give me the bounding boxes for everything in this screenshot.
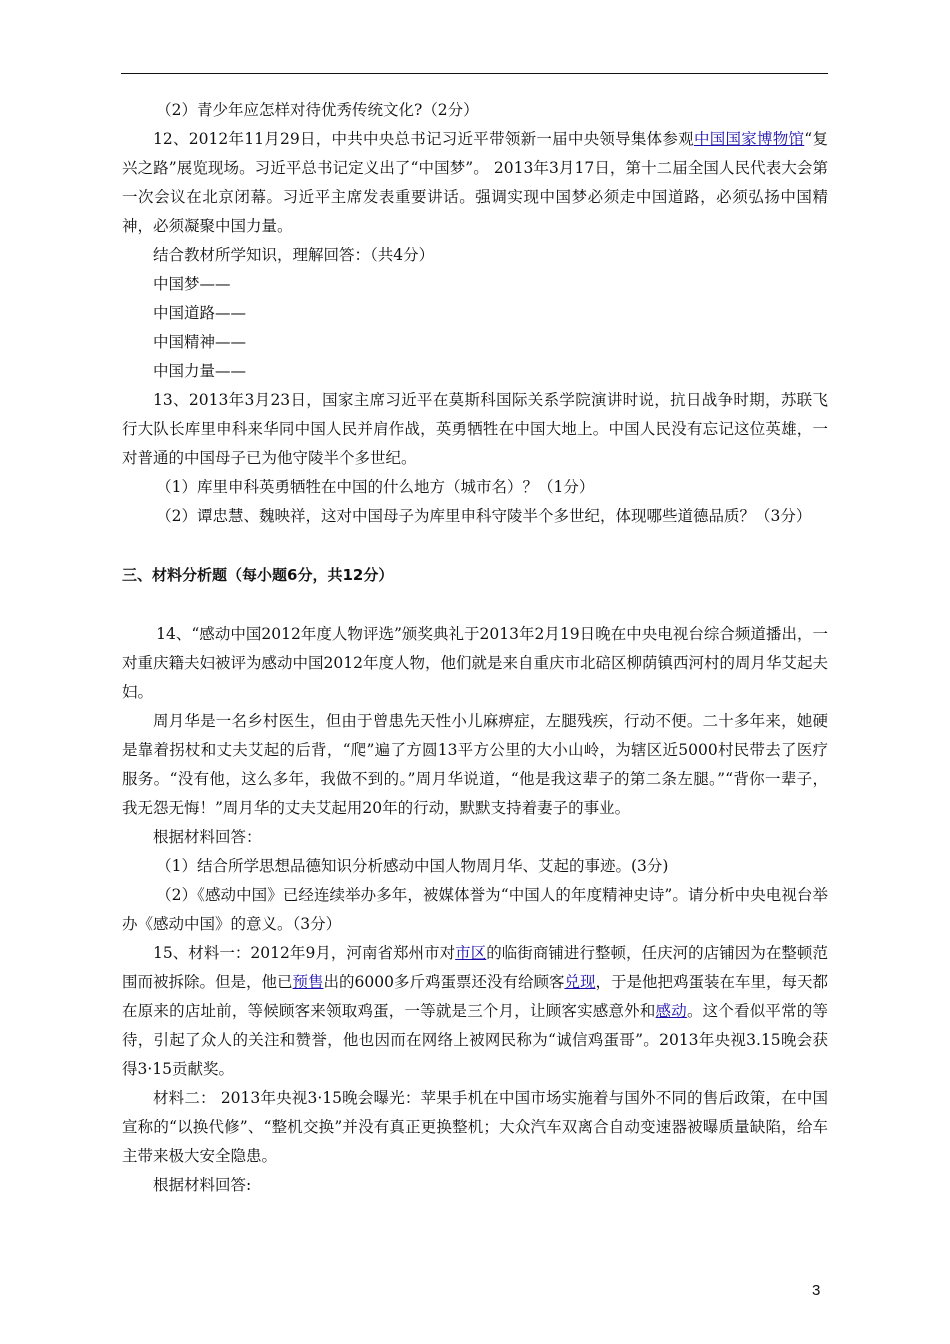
q15-prompt: 根据材料回答: [153, 1176, 252, 1194]
q14-prompt: 根据材料回答： [153, 828, 262, 846]
q12-paragraph: 12、2012年11月29日，中共中央总书记习近平带领新一届中央领导集体参观中国国家博物馆“复兴之路”展览现场。习近平总书记定义出了“中国梦”。 2013年3月17日，第十二届全国人民代表大会第一次会议在北京闭幕。习近平主席发表重要讲话。强调实现中国梦必须走中国道路，必须弘扬中国精神，必须凝聚中国力量。 [122, 130, 828, 235]
q14-paragraph-2: 周月华是一名乡村医生，但由于曾患先天性小儿麻痹症，左腿残疾，行动不便。二十多年来，她硬是靠着拐杖和丈夫艾起的后背，“爬”遍了方圆13平方公里的大小山岭，为辖区近5000村民带去了医疗服务。“没有他，这么多年，我做不到的。”周月华说道，“他是我这辈子的第二条左腿。”“背你一辈子，我无怨无悔！”周月华的丈夫艾起用20年的行动，默默支持着妻子的事业。 [122, 712, 828, 817]
section3-heading: 三、材料分析题（每小题6分，共12分） [122, 566, 394, 584]
q12-prompt: 结合教材所学知识，理解回答：（共4分） [153, 246, 435, 264]
redeem-link[interactable]: 兑现 [564, 973, 596, 991]
header-rule [121, 73, 828, 74]
q15-material-2: 材料二： 2013年央视3·15晚会曝光：苹果手机在中国市场实施着与国外不同的售后政策，在中国宣称的“以换代修”、“整机交换”并没有真正更换整机；大众汽车双离合自动变速器被曝质量缺陷，给车主带来极大安全隐患。 [122, 1089, 828, 1165]
page-number: 3 [812, 1282, 821, 1299]
q13-part1: （1）库里申科英勇牺牲在中国的什么地方（城市名）？（1分） [156, 478, 595, 496]
q12-item-dream: 中国梦—— [153, 275, 231, 293]
q14-part1: （1）结合所学思想品德知识分析感动中国人物周月华、艾起的事迹。(3分) [156, 857, 669, 875]
q11-part2: （2）青少年应怎样对待优秀传统文化?（2分） [156, 101, 479, 119]
presale-link[interactable]: 预售 [292, 973, 324, 991]
document-body [122, 96, 828, 1200]
q13-part2: （2）谭忠慧、魏映祥，这对中国母子为库里申科守陵半个多世纪，体现哪些道德品质？（3分） [156, 507, 812, 525]
q12-item-road: 中国道路—— [153, 304, 247, 322]
q12-item-spirit: 中国精神—— [153, 333, 247, 351]
q15-material-1: 15、材料一：2012年9月，河南省郑州市对市区的临街商铺进行整顿，任庆河的店铺因为在整顿范围而被拆除。但是，他已预售出的6000多斤鸡蛋票还没有给顾客兑现，于是他把鸡蛋装在车里，每天都在原来的店址前，等候顾客来领取鸡蛋，一等就是三个月，让顾客实感意外和感动。这个看似平常的等待，引起了众人的关注和赞誉，他也因而在网络上被网民称为“诚信鸡蛋哥”。2013年央视3.15晚会获得3·15贡献奖。 [122, 944, 829, 1078]
q12-item-strength: 中国力量—— [153, 362, 247, 380]
moved-link[interactable]: 感动 [655, 1002, 687, 1020]
q14-part2: （2）《感动中国》已经连续举办多年，被媒体誉为“中国人的年度精神史诗”。请分析中央电视台举办《感动中国》的意义。（3分） [122, 886, 828, 933]
museum-link[interactable]: 中国国家博物馆 [693, 130, 805, 148]
q13-paragraph: 13、2013年3月23日，国家主席习近平在莫斯科国际关系学院演讲时说，抗日战争时期，苏联飞行大队长库里申科来华同中国人民并肩作战，英勇牺牲在中国大地上。中国人民没有忘记这位英雄，一对普通的中国母子已为他守陵半个多世纪。 [122, 391, 828, 467]
q14-paragraph-1: 14、“感动中国2012年度人物评选”颁奖典礼于2013年2月19日晚在中央电视台综合频道播出，一对重庆籍夫妇被评为感动中国2012年度人物，他们就是来自重庆市北碚区柳荫镇西河村的周月华艾起夫妇。 [122, 625, 828, 701]
urban-area-link[interactable]: 市区 [455, 944, 487, 962]
